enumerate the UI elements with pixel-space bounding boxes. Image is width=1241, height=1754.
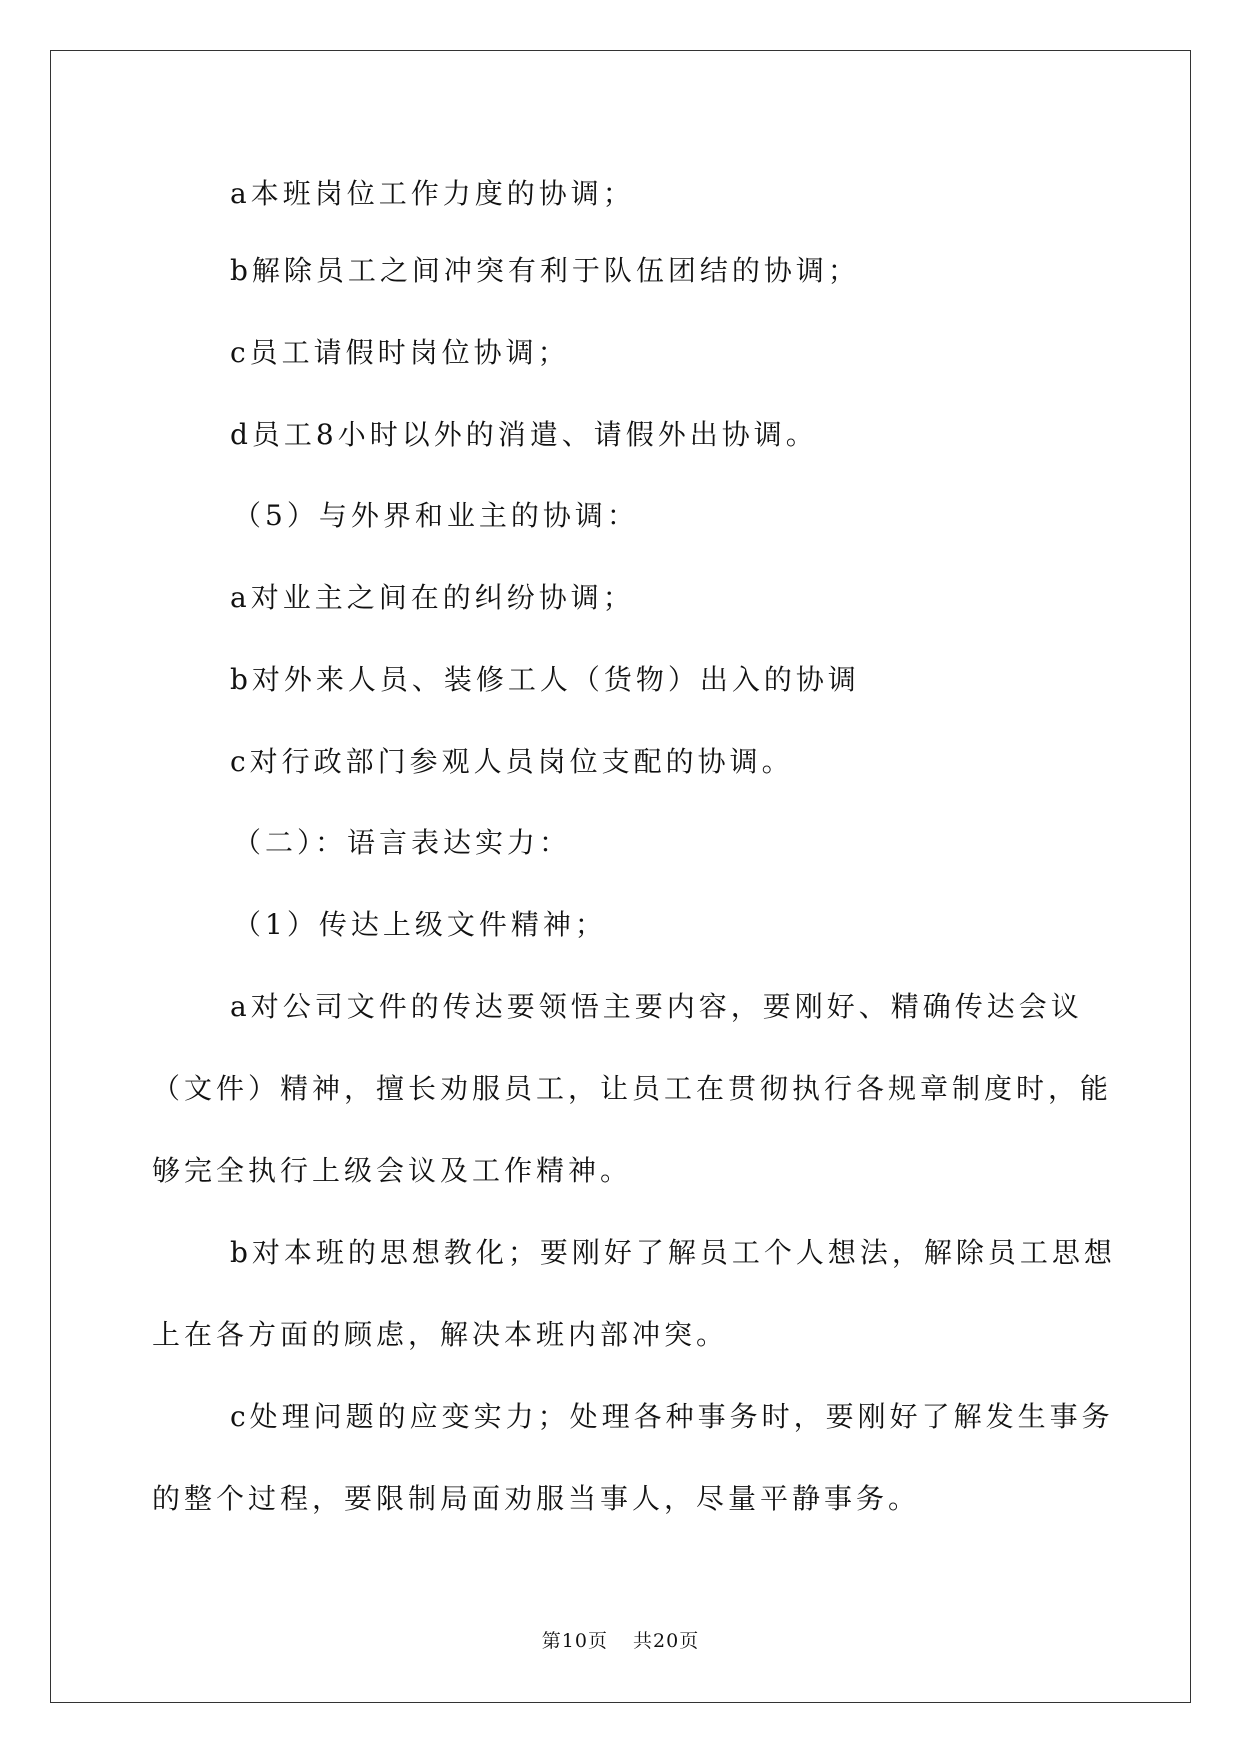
- list-item-c-admin-visits: c对行政部门参观人员岗位支配的协调。: [230, 745, 794, 778]
- paragraph-c-line-1: c处理问题的应变实力；处理各种事务时，要刚好了解发生事务: [230, 1400, 1114, 1433]
- page-number-total: 共20页: [633, 1630, 700, 1652]
- list-item-a-workload: a本班岗位工作力度的协调；: [230, 177, 635, 210]
- paragraph-a-line-3: 够完全执行上级会议及工作精神。: [152, 1154, 633, 1187]
- list-item-a-owner-disputes: a对业主之间在的纠纷协调；: [230, 581, 635, 614]
- list-item-b-conflict: b解除员工之间冲突有利于队伍团结的协调；: [230, 254, 860, 287]
- page-footer: [0, 1632, 1241, 1651]
- page-number-current: 第10页: [541, 1630, 608, 1652]
- paragraph-b-line-1: b对本班的思想教化；要刚好了解员工个人想法，解除员工思想: [230, 1236, 1116, 1269]
- paragraph-a-line-1: a对公司文件的传达要领悟主要内容，要刚好、精确传达会议: [230, 990, 1083, 1023]
- section-heading-1: （1）传达上级文件精神；: [233, 908, 607, 941]
- section-heading-language: （二）：语言表达实力：: [233, 826, 572, 859]
- list-item-c-leave: c员工请假时岗位协调；: [230, 336, 570, 369]
- list-item-d-after-hours: d员工8小时以外的消遣、请假外出协调。: [230, 418, 818, 451]
- paragraph-a-line-2: （文件）精神，擅长劝服员工，让员工在贯彻执行各规章制度时，能: [152, 1072, 1113, 1105]
- paragraph-b-line-2: 上在各方面的顾虑，解决本班内部冲突。: [152, 1318, 729, 1351]
- page-border: [50, 50, 1191, 1703]
- section-heading-5: （5）与外界和业主的协调：: [233, 499, 639, 532]
- list-item-b-visitors: b对外来人员、装修工人（货物）出入的协调: [230, 663, 860, 696]
- paragraph-c-line-2: 的整个过程，要限制局面劝服当事人，尽量平静事务。: [152, 1482, 921, 1515]
